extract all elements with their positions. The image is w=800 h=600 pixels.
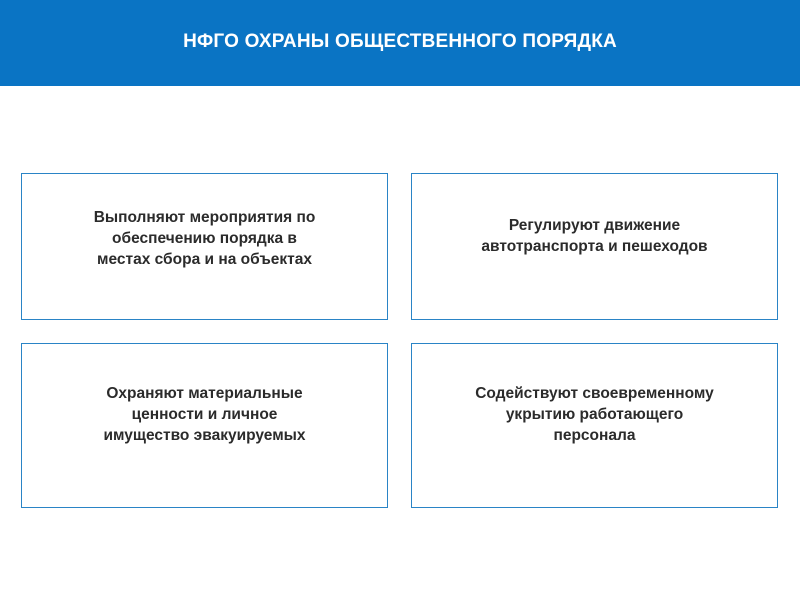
header-bar [0,0,800,86]
card-text: Охраняют материальные ценности и личное имущество эвакуируемых [103,385,306,444]
card-text: Содействуют своевременному укрытию работающего персонала [475,385,714,444]
card-property-protection [21,343,388,508]
page-title: НФГО ОХРАНЫ ОБЩЕСТВЕННОГО ПОРЯДКА [183,31,617,52]
card-text: Выполняют мероприятия по обеспечению порядка в местах сбора и на объектах [93,209,316,268]
card-traffic-regulation [411,173,778,320]
card-personnel-shelter [411,343,778,508]
card-text: Регулируют движение автотранспорта и пешеходов [481,216,708,255]
card-order-measures [21,173,388,320]
